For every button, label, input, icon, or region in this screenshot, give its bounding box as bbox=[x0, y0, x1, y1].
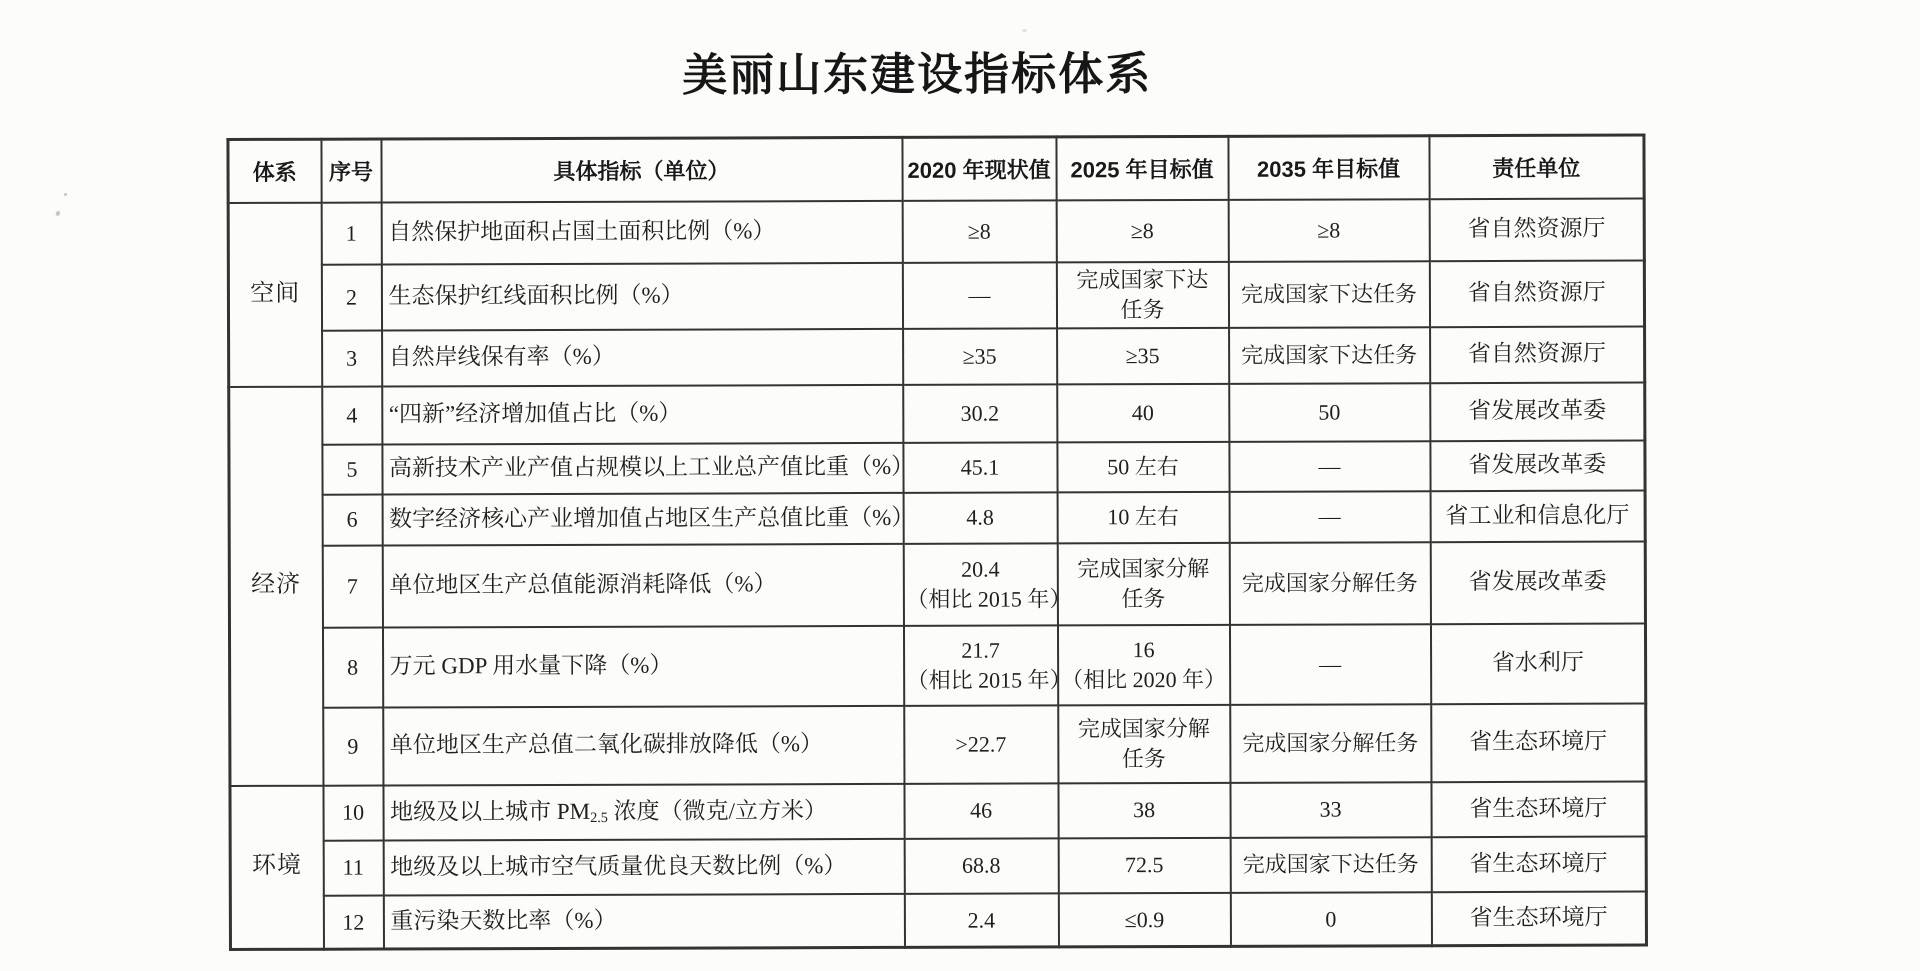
owner-cell: 省水利厅 bbox=[1430, 623, 1645, 704]
col-header-1: 序号 bbox=[321, 139, 381, 202]
value-2025-cell: ≥8 bbox=[1056, 199, 1228, 262]
section-label: 空间 bbox=[228, 202, 322, 386]
owner-cell: 省发展改革委 bbox=[1430, 541, 1645, 624]
value-2035-cell: 33 bbox=[1230, 782, 1431, 838]
value-2025-cell: 10 左右 bbox=[1057, 491, 1229, 543]
indicator-cell: 自然保护地面积占国土面积比例（%） bbox=[381, 200, 902, 264]
value-2035-cell: ≥8 bbox=[1228, 199, 1429, 262]
table-row bbox=[228, 260, 1644, 330]
row-number: 10 bbox=[323, 785, 383, 840]
scan-speck bbox=[1022, 29, 1027, 32]
indicator-cell: 地级及以上城市 $PM_{2.5}$ 浓度（微克/立方米） bbox=[383, 783, 904, 840]
row-number: 2 bbox=[321, 264, 381, 330]
value-2025-cell: 38 bbox=[1058, 782, 1230, 838]
table-row bbox=[229, 326, 1645, 386]
row-number: 8 bbox=[322, 627, 382, 707]
col-header-4: 2025 年目标值 bbox=[1056, 136, 1228, 200]
indicator-cell: “四新”经济增加值占比（%） bbox=[382, 384, 903, 444]
row-number: 1 bbox=[321, 202, 381, 264]
value-2020-cell: — bbox=[902, 262, 1056, 328]
col-header-3: 2020 年现状值 bbox=[902, 137, 1056, 200]
col-header-2: 具体指标（单位） bbox=[381, 137, 902, 202]
owner-cell: 省自然资源厅 bbox=[1430, 326, 1645, 383]
value-2035-cell: 50 bbox=[1229, 383, 1430, 442]
indicator-cell: 重污染天数比率（%） bbox=[383, 893, 904, 949]
value-2025-cell: ≥35 bbox=[1057, 327, 1229, 384]
owner-cell: 省工业和信息化厅 bbox=[1430, 490, 1645, 542]
indicator-cell: 自然岸线保有率（%） bbox=[382, 328, 903, 386]
value-2025-cell: 50 左右 bbox=[1057, 441, 1229, 492]
value-2020-cell: ≥35 bbox=[903, 328, 1057, 384]
row-number: 6 bbox=[322, 494, 382, 545]
section-label: 经济 bbox=[229, 386, 323, 785]
owner-cell: 省生态环境厅 bbox=[1431, 836, 1646, 892]
value-2020-cell: >22.7 bbox=[904, 705, 1058, 783]
value-2035-cell: — bbox=[1229, 441, 1430, 492]
scan-speck bbox=[64, 193, 67, 196]
value-2035-cell: — bbox=[1229, 491, 1430, 543]
row-number: 12 bbox=[323, 895, 383, 949]
value-2020-cell: 45.1 bbox=[903, 442, 1057, 492]
row-number: 3 bbox=[322, 330, 382, 386]
value-2020-cell: 2.4 bbox=[904, 893, 1058, 947]
owner-cell: 省发展改革委 bbox=[1430, 440, 1645, 491]
row-number: 5 bbox=[322, 444, 382, 494]
indicator-cell: 生态保护红线面积比例（%） bbox=[381, 262, 902, 330]
value-2020-cell: 21.7 （相比 2015 年） bbox=[903, 625, 1057, 705]
value-2020-cell: 68.8 bbox=[904, 838, 1058, 893]
owner-cell: 省自然资源厅 bbox=[1429, 198, 1644, 261]
row-number: 11 bbox=[323, 840, 383, 895]
value-2035-cell: 完成国家下达任务 bbox=[1228, 261, 1429, 328]
col-header-6: 责任单位 bbox=[1429, 135, 1644, 199]
value-2035-cell: 0 bbox=[1230, 892, 1431, 947]
owner-cell: 省生态环境厅 bbox=[1431, 781, 1646, 837]
section-label: 环境 bbox=[230, 785, 324, 949]
indicator-cell: 数字经济核心产业增加值占地区生产总值比重（%） bbox=[382, 492, 903, 545]
value-2020-cell: 4.8 bbox=[903, 492, 1057, 543]
indicator-table bbox=[226, 134, 1648, 951]
col-header-5: 2035 年目标值 bbox=[1228, 136, 1429, 200]
value-2035-cell: 完成国家下达任务 bbox=[1230, 837, 1431, 893]
indicator-cell: 万元 GDP 用水量下降（%） bbox=[382, 625, 903, 707]
value-2025-cell: 16 （相比 2020 年） bbox=[1057, 624, 1229, 705]
table-row bbox=[230, 703, 1646, 785]
owner-cell: 省生态环境厅 bbox=[1431, 703, 1646, 782]
value-2025-cell: 40 bbox=[1057, 383, 1229, 442]
value-2035-cell: 完成国家分解任务 bbox=[1230, 704, 1431, 783]
row-number: 4 bbox=[322, 386, 382, 444]
table-row bbox=[229, 382, 1645, 444]
owner-cell: 省发展改革委 bbox=[1430, 382, 1645, 441]
row-number: 7 bbox=[322, 545, 382, 627]
value-2025-cell: 完成国家分解 任务 bbox=[1057, 542, 1229, 625]
value-2020-cell: ≥8 bbox=[902, 200, 1056, 262]
indicator-cell: 单位地区生产总值能源消耗降低（%） bbox=[382, 543, 903, 627]
table-row bbox=[229, 623, 1645, 707]
value-2020-cell: 20.4 （相比 2015 年） bbox=[903, 543, 1057, 625]
value-2025-cell: 完成国家分解 任务 bbox=[1058, 704, 1230, 783]
header-row bbox=[228, 135, 1644, 202]
value-2035-cell: 完成国家分解任务 bbox=[1229, 542, 1430, 625]
indicator-cell: 地级及以上城市空气质量优良天数比例（%） bbox=[383, 838, 904, 895]
indicator-cell: 高新技术产业产值占规模以上工业总产值比重（%） bbox=[382, 442, 903, 494]
table-row bbox=[228, 198, 1644, 264]
row-number: 9 bbox=[323, 707, 383, 785]
owner-cell: 省生态环境厅 bbox=[1431, 891, 1646, 946]
value-2025-cell: 完成国家下达 任务 bbox=[1056, 261, 1228, 328]
value-2025-cell: ≤0.9 bbox=[1058, 892, 1230, 947]
table-row bbox=[229, 490, 1645, 545]
table-row bbox=[230, 836, 1646, 895]
table-row bbox=[229, 541, 1645, 627]
table-row bbox=[230, 781, 1646, 840]
table-row bbox=[229, 440, 1645, 494]
col-header-0: 体系 bbox=[228, 139, 321, 202]
indicator-cell: 单位地区生产总值二氧化碳排放降低（%） bbox=[383, 705, 904, 785]
table-row bbox=[230, 891, 1646, 949]
value-2035-cell: 完成国家下达任务 bbox=[1229, 327, 1430, 384]
owner-cell: 省自然资源厅 bbox=[1429, 260, 1644, 327]
value-2020-cell: 30.2 bbox=[903, 384, 1057, 442]
value-2020-cell: 46 bbox=[904, 783, 1058, 838]
document-title: 美丽山东建设指标体系 bbox=[682, 48, 1153, 101]
value-2035-cell: — bbox=[1229, 624, 1430, 705]
value-2025-cell: 72.5 bbox=[1058, 837, 1230, 893]
